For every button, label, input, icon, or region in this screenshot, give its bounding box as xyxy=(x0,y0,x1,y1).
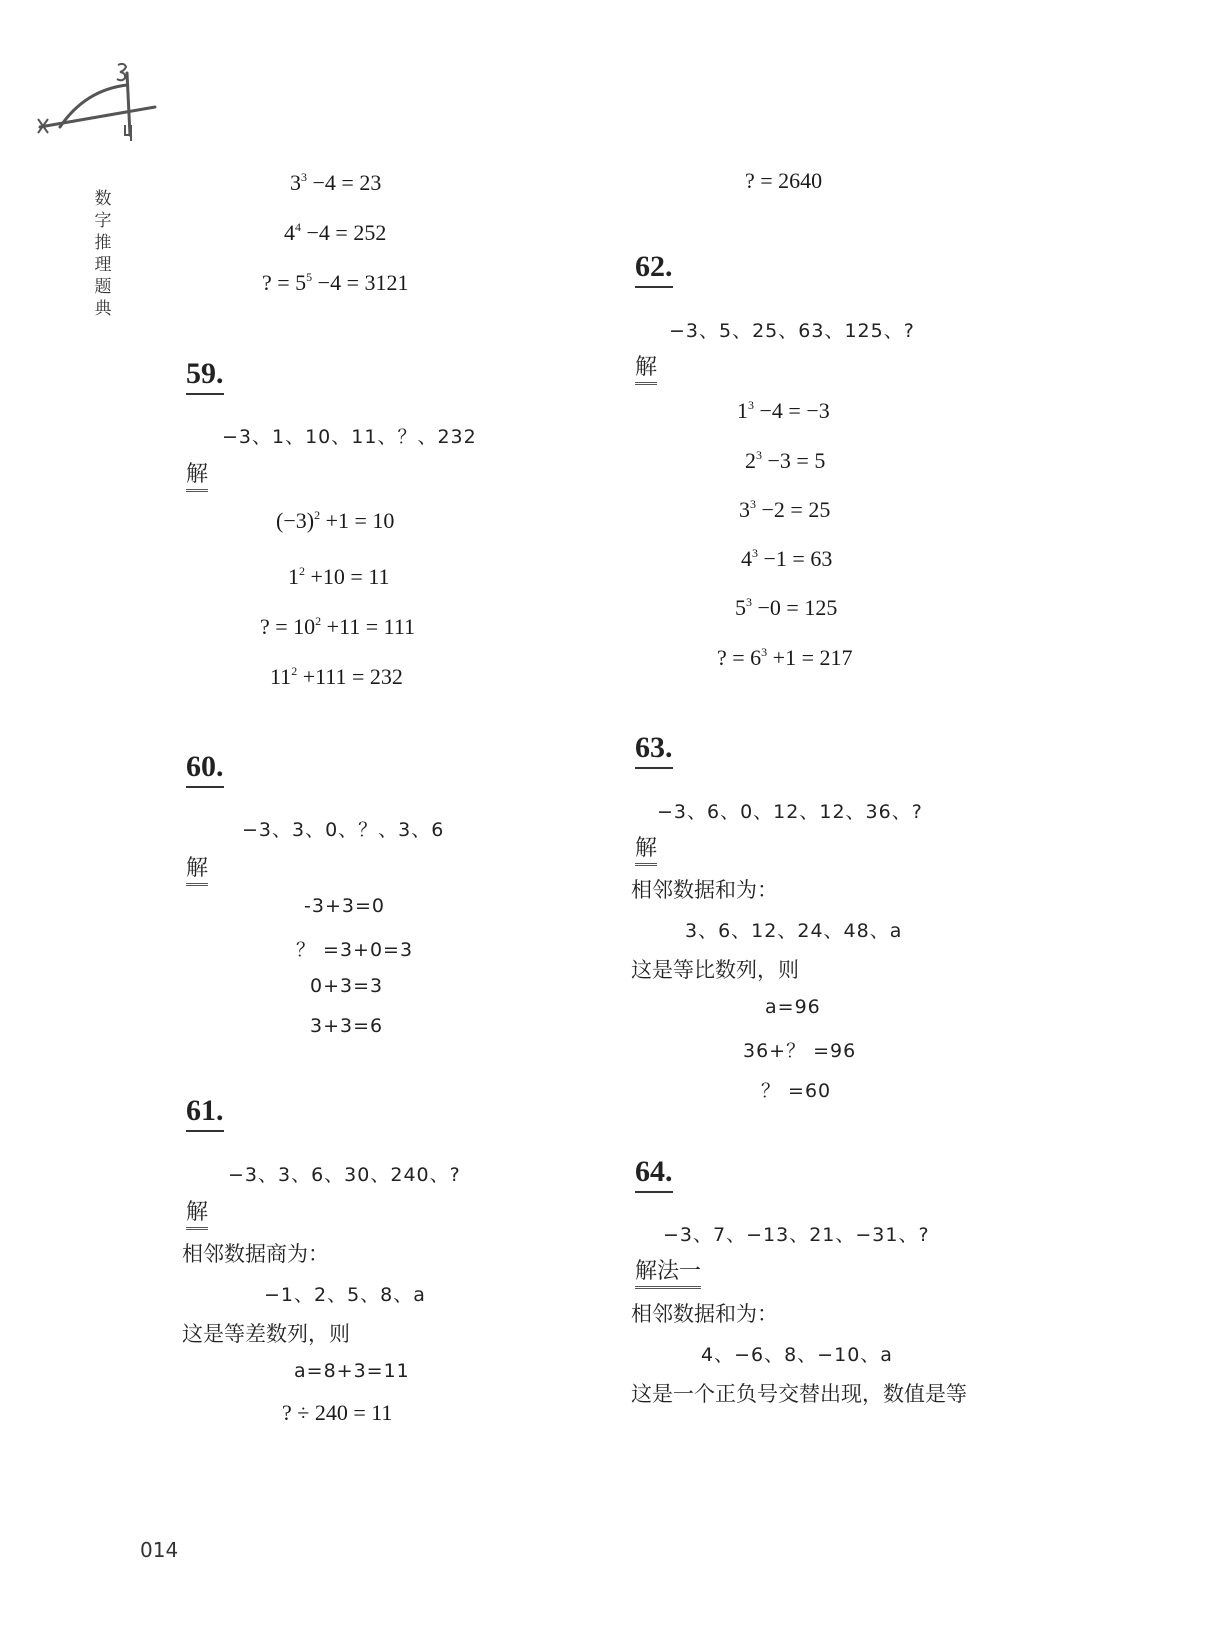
question-sequence: −3、3、6、30、240、? xyxy=(228,1164,461,1186)
explanation-text: 这是等比数列，则 xyxy=(631,958,799,982)
question-number: 64. xyxy=(635,1155,673,1193)
axes-logo-icon xyxy=(30,55,170,155)
question-sequence: −3、5、25、63、125、? xyxy=(669,320,915,342)
equation: ? = $6^3 +1 = 217$ xyxy=(717,645,853,670)
solution-line: ？ =3+0=3 xyxy=(296,939,414,961)
equation: $1^2 +10 = 11$ xyxy=(288,564,390,589)
equation: $1^3 -4 = -3$ xyxy=(737,398,830,423)
equation: $3^3 -4 = 23$ xyxy=(290,170,382,195)
solution-line: 0+3=3 xyxy=(310,975,384,997)
page-number: 014 xyxy=(140,1538,179,1562)
question-number: 61. xyxy=(186,1094,224,1132)
equation: $5^3 -0 = 125$ xyxy=(735,595,838,620)
equation: $2^3 -3 = 5$ xyxy=(745,448,826,473)
solution-line: a=8+3=11 xyxy=(294,1360,410,1382)
equation: ? ÷ 240 = 11 xyxy=(282,1400,393,1425)
derived-sequence: 4、−6、8、−10、a xyxy=(701,1344,893,1366)
solve-label: 解 xyxy=(186,1200,208,1230)
explanation-text: 这是一个正负号交替出现，数值是等 xyxy=(631,1382,967,1406)
explanation-text: 相邻数据和为： xyxy=(631,1302,778,1326)
question-sequence: −3、6、0、12、12、36、? xyxy=(657,801,923,823)
equation: $(-3)^2 +1 = 10$ xyxy=(276,508,395,533)
question-number: 62. xyxy=(635,250,673,288)
equation: ? = $10^2 +11 = 111$ xyxy=(260,614,416,639)
equation: $4^3 -1 = 63$ xyxy=(741,546,833,571)
solve-label: 解 xyxy=(186,856,208,886)
solution-line: 3+3=6 xyxy=(310,1015,384,1037)
derived-sequence: 3、6、12、24、48、a xyxy=(685,920,903,942)
solution-line: a=96 xyxy=(765,996,821,1018)
equation: $4^4 -4 = 252$ xyxy=(284,220,387,245)
solution-line: 36+？ =96 xyxy=(743,1040,857,1062)
question-number: 60. xyxy=(186,750,224,788)
equation: $3^3 -2 = 25$ xyxy=(739,497,831,522)
question-number: 63. xyxy=(635,731,673,769)
derived-sequence: −1、2、5、8、a xyxy=(264,1284,426,1306)
side-book-title: 数字推理题典 xyxy=(94,189,114,319)
question-sequence: −3、1、10、11、？、232 xyxy=(222,426,477,448)
solve-method-label: 解法一 xyxy=(635,1259,701,1289)
solve-label: 解 xyxy=(635,836,657,866)
solve-label: 解 xyxy=(186,462,208,492)
equation: $11^2 +111 = 232$ xyxy=(270,664,403,689)
solution-line: ？ =60 xyxy=(761,1080,832,1102)
equation: ? = $5^5 -4 = 3121$ xyxy=(262,270,409,295)
solution-line: -3+3=0 xyxy=(304,895,385,917)
question-sequence: −3、3、0、？、3、6 xyxy=(242,819,445,841)
explanation-text: 相邻数据和为： xyxy=(631,878,778,902)
solve-label: 解 xyxy=(635,355,657,385)
question-number: 59. xyxy=(186,357,224,395)
question-sequence: −3、7、−13、21、−31、? xyxy=(663,1224,930,1246)
explanation-text: 相邻数据商为： xyxy=(182,1242,329,1266)
explanation-text: 这是等差数列，则 xyxy=(182,1322,350,1346)
equation: ? = 2640 xyxy=(745,168,823,193)
